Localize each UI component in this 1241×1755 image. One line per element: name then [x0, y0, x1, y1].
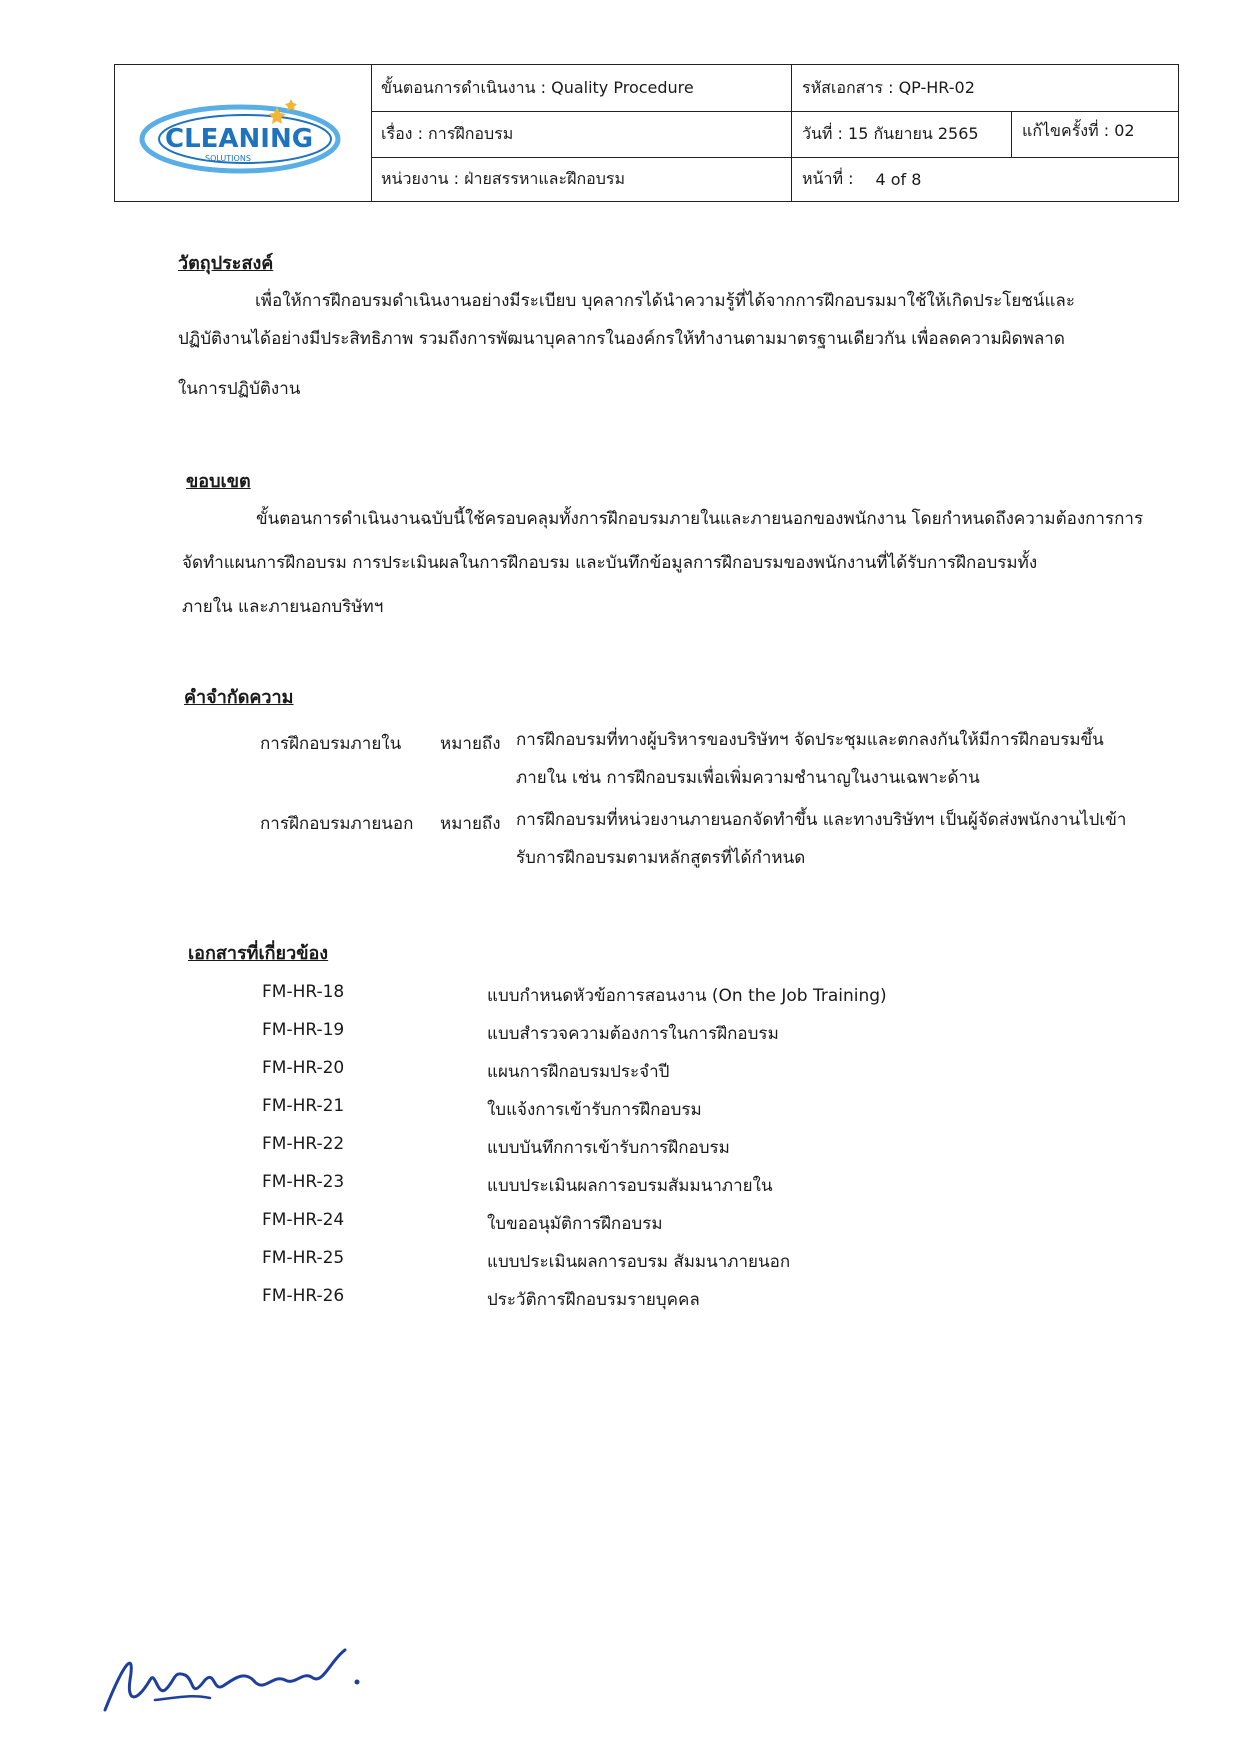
document-header-table [114, 64, 1179, 202]
objective-line-3: ในการปฏิบัติงาน [178, 379, 301, 399]
effective-date: วันที่ : 15 กันยายน 2565 [791, 111, 1011, 157]
objective-line-1: เพื่อให้การฝึกอบรมดำเนินงานอย่างมีระเบียบ บุคลากรได้นำความรู้ที่ได้จากการฝึกอบรมมาใช้ให้เกิดประโยชน์และ [255, 291, 1075, 311]
document-desc: แบบบันทึกการเข้ารับการฝึกอบรม [487, 1138, 730, 1158]
company-logo [135, 95, 355, 175]
objective-line-2: ปฏิบัติงานได้อย่างมีประสิทธิภาพ รวมถึงการพัฒนาบุคลากรในองค์กรให้ทำงานตามมาตรฐานเดียวกัน เพื่อลดความผิดพลาด [178, 329, 1065, 349]
handwritten-signature [95, 1620, 395, 1740]
document-desc: ประวัติการฝึกอบรมรายบุคคล [487, 1290, 700, 1310]
document-desc: แผนการฝึกอบรมประจำปี [487, 1062, 670, 1082]
document-code: FM-HR-25 [262, 1248, 345, 1268]
page-number [791, 157, 1178, 201]
document-desc: แบบกำหนดหัวข้อการสอนงาน (On the Job Training) [487, 986, 887, 1006]
document-code: FM-HR-23 [262, 1172, 345, 1192]
document-code: FM-HR-22 [262, 1134, 345, 1154]
document-desc: แบบประเมินผลการอบรม สัมมนาภายนอก [487, 1252, 791, 1272]
document-desc: ใบขออนุมัติการฝึกอบรม [487, 1214, 663, 1234]
document-code: FM-HR-24 [262, 1210, 345, 1230]
document-desc: แบบประเมินผลการอบรมสัมมนาภายใน [487, 1176, 773, 1196]
document-code: FM-HR-18 [262, 982, 345, 1002]
definition-text: รับการฝึกอบรมตามหลักสูตรที่ได้กำหนด [516, 848, 806, 868]
definition-text: การฝึกอบรมที่หน่วยงานภายนอกจัดทำขึ้น และทางบริษัทฯ เป็นผู้จัดส่งพนักงานไปเข้า [516, 810, 1127, 830]
definition-text: ภายใน เช่น การฝึกอบรมเพื่อเพิ่มความชำนาญในงานเฉพาะด้าน [516, 768, 980, 788]
revision-number: แก้ไขครั้งที่ : 02 [1011, 111, 1178, 157]
scope-title: ขอบเขต [186, 471, 251, 492]
definitions-title: คำจำกัดความ [184, 687, 294, 708]
svg-text:CLEANING: CLEANING [165, 124, 314, 154]
document-code: FM-HR-19 [262, 1020, 345, 1040]
document-desc: ใบแจ้งการเข้ารับการฝึกอบรม [487, 1100, 702, 1120]
document-code: รหัสเอกสาร : QP-HR-02 [791, 65, 1178, 111]
objective-title: วัตถุประสงค์ [178, 253, 274, 274]
scope-line-2: จัดทำแผนการฝึกอบรม การประเมินผลในการฝึกอบรม และบันทึกข้อมูลการฝึกอบรมของพนักงานที่ได้รับการฝึกอบรมทั้ง [182, 553, 1038, 573]
document-code: FM-HR-21 [262, 1096, 345, 1116]
definition-means: หมายถึง [440, 734, 501, 754]
document-subject: เรื่อง : การฝึกอบรม [381, 123, 514, 143]
scope-line-3: ภายใน และภายนอกบริษัทฯ [182, 597, 384, 617]
documents-title: เอกสารที่เกี่ยวข้อง [188, 943, 329, 964]
definition-term: การฝึกอบรมภายนอก [260, 814, 414, 834]
definition-text: การฝึกอบรมที่ทางผู้บริหารของบริษัทฯ จัดประชุมและตกลงกันให้มีการฝึกอบรมขึ้น [516, 730, 1104, 750]
logo-cell [115, 65, 372, 201]
svg-text:SOLUTIONS: SOLUTIONS [205, 154, 251, 163]
document-desc: แบบสำรวจความต้องการในการฝึกอบรม [487, 1024, 779, 1044]
definition-means: หมายถึง [440, 814, 501, 834]
page-value: 4 of 8 [875, 169, 922, 189]
scope-line-1: ขั้นตอนการดำเนินงานฉบับนี้ใช้ครอบคลุมทั้งการฝึกอบรมภายในและภายนอกของพนักงาน โดยกำหนดถึงความต้องการการ [256, 509, 1144, 529]
definition-term: การฝึกอบรมภายใน [260, 734, 402, 754]
department: หน่วยงาน : ฝ่ายสรรหาและฝึกอบรม [381, 168, 626, 188]
page-label: หน้าที่ : [802, 168, 854, 188]
document-code: FM-HR-20 [262, 1058, 345, 1078]
procedure-type: ขั้นตอนการดำเนินงาน : Quality Procedure [381, 77, 694, 97]
document-code: FM-HR-26 [262, 1286, 345, 1306]
